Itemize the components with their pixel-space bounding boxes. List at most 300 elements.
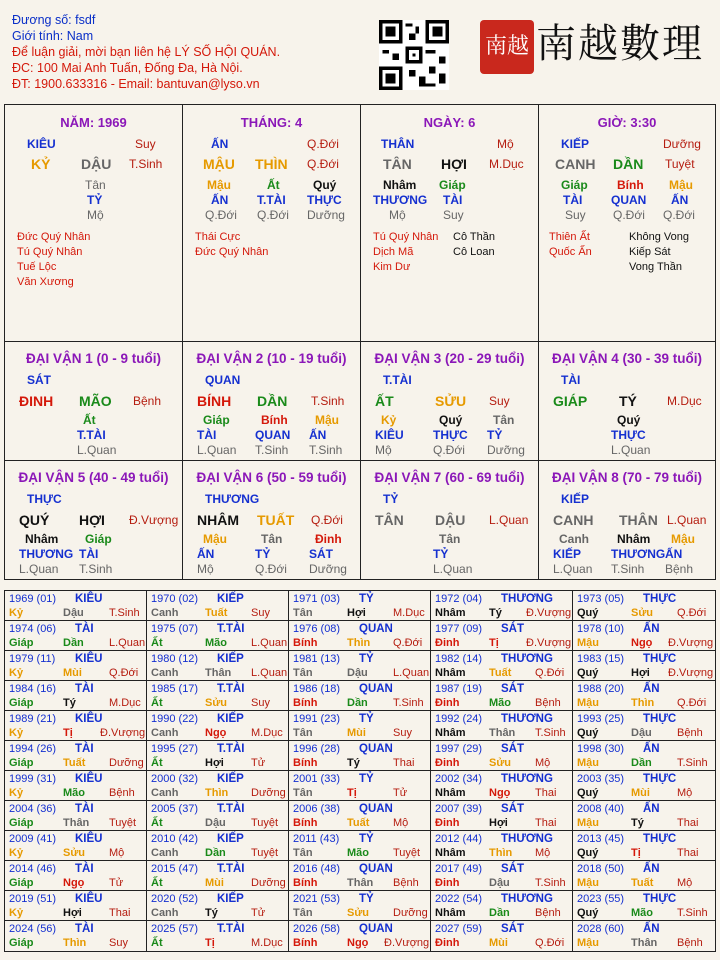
pillar-title: NGÀY: 6 <box>423 115 476 130</box>
year-chi: Mão <box>489 697 511 709</box>
year-label: 2008 (40) <box>577 803 625 815</box>
year-label: 2025 (57) <box>151 923 199 935</box>
hidden-star: THỰC <box>307 193 342 207</box>
year-chi: Tị <box>631 847 641 859</box>
year-label: 1982 (14) <box>435 653 483 665</box>
year-chi: Thân <box>631 937 658 949</box>
hidden-star: THƯƠNG <box>373 193 428 207</box>
hidden-star: TÀI <box>443 193 463 207</box>
year-star: THƯƠNG <box>501 653 553 665</box>
pillar-chi: HỢI <box>441 156 467 172</box>
dai-van-hidden-star: THƯƠNG <box>611 547 666 561</box>
note: Kim Dư <box>373 261 411 273</box>
dai-van-chi: HỢI <box>79 512 105 528</box>
year-label: 1971 (03) <box>293 593 341 605</box>
year-star: ẤN <box>643 623 660 635</box>
pillar-chi-stage: T.Sinh <box>129 157 163 171</box>
dai-van-hidden-stage: L.Quan <box>77 443 117 457</box>
dai-van-hidden-stage: L.Quan <box>553 562 593 576</box>
year-stage: Dưỡng <box>109 757 144 769</box>
year-label: 2006 (38) <box>293 803 341 815</box>
pillar-chi: DẦN <box>613 156 644 172</box>
pillar-month <box>183 105 361 342</box>
year-stage: Mộ <box>535 757 551 769</box>
year-cell <box>431 711 573 741</box>
year-stage: Dưỡng <box>393 907 428 919</box>
dai-van-hidden-stage: Bệnh <box>665 562 694 576</box>
year-label: 1992 (24) <box>435 713 483 725</box>
year-label: 1988 (20) <box>577 683 625 695</box>
dai-van-star: THỰC <box>27 492 62 506</box>
year-chi: Mùi <box>63 667 82 679</box>
year-can: Kỷ <box>9 847 24 859</box>
year-star: TỶ <box>359 593 374 605</box>
dai-van-title: ĐẠI VẬN 5 (40 - 49 tuổi) <box>18 470 169 485</box>
year-stage: Suy <box>393 727 412 739</box>
pillar-can: CANH <box>555 156 596 172</box>
pillar-star: ẤN <box>211 137 229 151</box>
pillars-grid <box>4 104 716 580</box>
dai-van-hidden-stage: L.Quan <box>19 562 59 576</box>
year-chi: Hợi <box>489 817 508 829</box>
dai-van-stage: Suy <box>489 394 510 408</box>
dai-van-cell <box>361 461 539 580</box>
year-chi: Ngọ <box>205 727 227 739</box>
year-cell <box>5 651 147 681</box>
dai-van-hidden-star: QUAN <box>255 428 291 442</box>
year-star: THƯƠNG <box>501 773 553 785</box>
year-star: TÀI <box>75 923 94 935</box>
year-can: Canh <box>151 787 179 799</box>
year-chi: Tuất <box>63 757 86 769</box>
year-stage: Q.Đới <box>535 937 565 949</box>
year-chi: Tuất <box>347 817 370 829</box>
dai-van-hidden-star: TỶ <box>433 547 449 561</box>
year-chi: Sửu <box>63 847 86 859</box>
year-cell <box>431 891 573 921</box>
contact-phone-email: ĐT: 1900.633316 - Email: bantuvan@lyso.vn <box>12 77 260 91</box>
year-label: 1989 (21) <box>9 713 57 725</box>
year-chi: Dần <box>63 637 84 649</box>
year-can: Quý <box>577 667 599 679</box>
dai-van-stage: L.Quan <box>489 513 529 527</box>
dai-van-hidden-stage: T.Sinh <box>79 562 113 576</box>
dai-van-hidden-star: TÀI <box>197 428 217 442</box>
dai-van-hidden-stem: Mậu <box>671 532 695 546</box>
year-cell <box>431 831 573 861</box>
year-label: 1976 (08) <box>293 623 341 635</box>
year-can: Giáp <box>9 697 34 709</box>
year-label: 2020 (52) <box>151 893 199 905</box>
year-cell <box>431 771 573 801</box>
year-chi: Tý <box>489 607 502 619</box>
year-star: SÁT <box>501 683 524 695</box>
dai-van-hidden-stem: Mậu <box>203 532 227 546</box>
pillar-can: MẬU <box>203 156 235 172</box>
year-stage: Suy <box>251 607 270 619</box>
year-stage: Dưỡng <box>251 877 286 889</box>
year-star: TÀI <box>75 683 94 695</box>
pillar-chi-stage: M.Dục <box>489 157 524 171</box>
year-star: TÀI <box>75 803 94 815</box>
dai-van-hidden-star: SÁT <box>309 547 333 561</box>
year-can: Đinh <box>435 637 460 649</box>
year-label: 2015 (47) <box>151 863 199 875</box>
pillar-chi-stage: Q.Đới <box>307 157 339 171</box>
year-stage: M.Dục <box>251 727 283 739</box>
year-label: 2022 (54) <box>435 893 483 905</box>
year-chi: Tý <box>63 697 76 709</box>
year-cell <box>289 921 431 951</box>
year-star: TỶ <box>359 773 374 785</box>
year-stage: Thai <box>677 817 699 829</box>
year-cell <box>573 891 715 921</box>
year-can: Canh <box>151 847 179 859</box>
year-cell <box>431 621 573 651</box>
year-label: 1993 (25) <box>577 713 625 725</box>
pillar-day <box>361 105 539 342</box>
year-stage: Q.Đới <box>109 667 139 679</box>
pillar-title: GIỜ: 3:30 <box>597 115 657 130</box>
note: Cô Thần <box>453 231 495 243</box>
year-chi: Thìn <box>63 937 87 949</box>
year-star: ẤN <box>643 923 660 935</box>
dai-van-can: QUÝ <box>19 512 50 528</box>
hidden-stem: Quý <box>313 178 337 192</box>
year-cell <box>147 831 289 861</box>
year-stage: Đ.Vượng <box>526 637 572 649</box>
dai-van-chi: SỬU <box>435 393 467 409</box>
year-stage: Thai <box>393 757 415 769</box>
year-can: Quý <box>577 607 599 619</box>
year-chi: Tý <box>205 907 218 919</box>
qr-code-icon[interactable] <box>379 20 449 90</box>
year-star: TÀI <box>75 863 94 875</box>
year-cell <box>573 621 715 651</box>
year-cell <box>573 801 715 831</box>
year-label: 2011 (43) <box>293 833 340 845</box>
dai-van-chi: THÂN <box>619 512 658 528</box>
year-stage: Đ.Vượng <box>668 637 714 649</box>
dai-van-can: CANH <box>553 512 594 528</box>
year-cell <box>289 651 431 681</box>
year-chi: Thìn <box>631 697 655 709</box>
hidden-stage: Mộ <box>87 208 104 222</box>
year-can: Mậu <box>577 877 599 889</box>
dai-van-hidden-stage: Dưỡng <box>309 562 347 576</box>
year-cell <box>573 651 715 681</box>
year-stage: M.Dục <box>109 697 141 709</box>
year-cell <box>5 771 147 801</box>
year-star: SÁT <box>501 863 524 875</box>
year-can: Mậu <box>577 637 599 649</box>
dai-van-stage: Bệnh <box>133 394 162 408</box>
dai-van-title: ĐẠI VẬN 6 (50 - 59 tuổi) <box>196 470 347 485</box>
year-stage: Tuyệt <box>251 847 279 859</box>
year-star: T.TÀI <box>217 683 245 695</box>
year-label: 2021 (53) <box>293 893 341 905</box>
year-can: Canh <box>151 667 179 679</box>
year-label: 1973 (05) <box>577 593 625 605</box>
year-stage: Mộ <box>535 847 551 859</box>
year-can: Tân <box>293 787 313 799</box>
year-stage: Thai <box>535 787 557 799</box>
note: Không Vong <box>629 231 689 243</box>
dai-van-cell <box>361 342 539 461</box>
year-stage: M.Dục <box>393 607 425 619</box>
year-star: ẤN <box>643 863 660 875</box>
year-star: SÁT <box>501 803 524 815</box>
year-cell <box>289 741 431 771</box>
year-cell <box>5 621 147 651</box>
year-can: Kỷ <box>9 787 24 799</box>
year-cell <box>289 591 431 621</box>
dai-van-title: ĐẠI VẬN 8 (70 - 79 tuổi) <box>551 470 703 485</box>
dai-van-hidden-star: TỶ <box>255 547 271 561</box>
year-cell <box>5 741 147 771</box>
year-stage: T.Sinh <box>535 727 566 739</box>
year-chi: Hợi <box>347 607 366 619</box>
year-cell <box>431 801 573 831</box>
year-can: Đinh <box>435 757 460 769</box>
year-label: 2016 (48) <box>293 863 341 875</box>
year-star: THƯƠNG <box>501 893 553 905</box>
year-can: Nhâm <box>435 667 466 679</box>
hidden-star: TỶ <box>87 193 103 207</box>
year-can: Mậu <box>577 697 599 709</box>
year-can: Mậu <box>577 757 599 769</box>
year-label: 2013 (45) <box>577 833 625 845</box>
year-chi: Mùi <box>631 787 650 799</box>
year-label: 2007 (39) <box>435 803 483 815</box>
year-star: T.TÀI <box>217 803 245 815</box>
year-star: QUAN <box>359 683 393 695</box>
year-cell <box>147 771 289 801</box>
year-chi: Dần <box>631 757 652 769</box>
dai-van-hidden-stem: Giáp <box>85 532 112 546</box>
year-stage: Thai <box>535 817 557 829</box>
dai-van-star: T.TÀI <box>383 373 412 387</box>
dai-van-cell <box>183 342 361 461</box>
year-chi: Thìn <box>489 847 513 859</box>
year-stage: Thai <box>109 907 131 919</box>
year-stage: T.Sinh <box>677 757 708 769</box>
year-stage: Tuyệt <box>251 817 279 829</box>
year-can: Giáp <box>9 637 34 649</box>
year-label: 1987 (19) <box>435 683 483 695</box>
dai-van-hidden-stage: Q.Đới <box>255 562 287 576</box>
dai-van-can: ẤT <box>375 393 394 409</box>
year-stage: L.Quan <box>393 667 430 679</box>
dai-van-can: BÍNH <box>197 393 232 409</box>
year-cell <box>289 891 431 921</box>
hidden-star: ẤN <box>211 193 229 207</box>
year-label: 1991 (23) <box>293 713 341 725</box>
year-can: Ất <box>151 817 163 829</box>
hidden-stage: Q.Đới <box>613 208 645 222</box>
pillar-star: KIẾP <box>561 137 590 151</box>
year-star: THƯƠNG <box>501 713 553 725</box>
header-info <box>12 12 280 92</box>
year-can: Giáp <box>9 937 34 949</box>
year-label: 2026 (58) <box>293 923 341 935</box>
year-star: KIẾP <box>217 713 244 725</box>
year-star: SÁT <box>501 623 524 635</box>
dai-van-chi: DẦN <box>257 393 288 409</box>
year-cell <box>289 681 431 711</box>
year-label: 2023 (55) <box>577 893 625 905</box>
year-star: ẤN <box>643 803 660 815</box>
hidden-stage: Suy <box>443 208 464 222</box>
dai-van-hidden-stage: T.Sinh <box>255 443 289 457</box>
year-chi: Dậu <box>63 607 84 619</box>
year-cell <box>147 741 289 771</box>
year-cell <box>573 681 715 711</box>
year-can: Bính <box>293 877 318 889</box>
year-can: Ất <box>151 697 163 709</box>
year-stage: T.Sinh <box>109 607 140 619</box>
year-cell <box>5 921 147 951</box>
hidden-stage: Q.Đới <box>205 208 237 222</box>
year-star: TỶ <box>359 713 374 725</box>
year-label: 1972 (04) <box>435 593 483 605</box>
note: Kiếp Sát <box>629 246 671 258</box>
year-stage: Tử <box>109 877 124 889</box>
pillar-can: KỶ <box>31 156 51 172</box>
year-label: 2019 (51) <box>9 893 57 905</box>
dai-van-title: ĐẠI VẬN 3 (20 - 29 tuổi) <box>374 351 525 366</box>
year-can: Tân <box>293 727 313 739</box>
year-stage: Đ.Vượng <box>668 667 714 679</box>
pillar-year <box>5 105 183 342</box>
year-label: 2027 (59) <box>435 923 483 935</box>
dai-van-title: ĐẠI VẬN 1 (0 - 9 tuổi) <box>25 351 161 366</box>
pillar-hour <box>539 105 715 342</box>
year-cell <box>289 861 431 891</box>
pillar-title: THÁNG: 4 <box>240 115 303 130</box>
note: Đức Quý Nhân <box>17 231 91 243</box>
dai-van-title: ĐẠI VẬN 2 (10 - 19 tuổi) <box>196 351 347 366</box>
year-cell <box>5 831 147 861</box>
note: Vong Thần <box>629 261 683 273</box>
hidden-stem: Mậu <box>207 178 231 192</box>
year-label: 1994 (26) <box>9 743 57 755</box>
year-star: QUAN <box>359 803 393 815</box>
year-cell <box>431 681 573 711</box>
dai-van-hidden-star: ẤN <box>665 547 683 561</box>
year-chi: Mùi <box>489 937 508 949</box>
year-chi: Thìn <box>205 787 229 799</box>
year-can: Đinh <box>435 817 460 829</box>
year-stage: Mộ <box>677 877 693 889</box>
year-label: 1979 (11) <box>9 653 56 665</box>
year-cell <box>147 711 289 741</box>
dai-van-hidden-stem: Ất <box>83 413 96 427</box>
year-cell <box>431 861 573 891</box>
year-star: ẤN <box>643 683 660 695</box>
year-label: 2004 (36) <box>9 803 57 815</box>
dai-van-hidden-stem: Quý <box>439 413 463 427</box>
year-stage: Suy <box>251 697 270 709</box>
year-stage: Bệnh <box>677 727 703 739</box>
yearly-table <box>4 590 716 952</box>
hidden-stage: Dưỡng <box>307 208 345 222</box>
year-stage: T.Sinh <box>677 907 708 919</box>
year-label: 1980 (12) <box>151 653 199 665</box>
year-chi: Thân <box>347 877 374 889</box>
dai-van-cell <box>5 461 183 580</box>
year-chi: Tị <box>63 727 73 739</box>
year-star: KIẾP <box>217 653 244 665</box>
year-star: QUAN <box>359 923 393 935</box>
dai-van-star: TỶ <box>383 492 399 506</box>
year-cell <box>5 711 147 741</box>
year-stage: Bệnh <box>393 877 419 889</box>
year-can: Quý <box>577 907 599 919</box>
year-star: THƯƠNG <box>501 833 553 845</box>
year-label: 1981 (13) <box>293 653 341 665</box>
year-stage: Bệnh <box>535 697 561 709</box>
year-label: 1984 (16) <box>9 683 57 695</box>
year-star: TỶ <box>359 833 374 845</box>
pillar-chi-stage: Tuyệt <box>665 157 695 171</box>
year-chi: Dậu <box>631 727 652 739</box>
year-can: Ất <box>151 757 163 769</box>
dai-van-hidden-star: THỰC <box>433 428 468 442</box>
pillar-chi: DẬU <box>81 156 112 172</box>
year-chi: Thân <box>63 817 90 829</box>
pillar-can: TÂN <box>383 156 412 172</box>
pillar-stage: Dưỡng <box>663 137 701 151</box>
year-star: TỶ <box>359 893 374 905</box>
contact-message: Để luận giải, mời bạn liên hệ LÝ SỐ HỘI QUÁN. <box>12 45 281 59</box>
year-can: Quý <box>577 787 599 799</box>
year-stage: Mộ <box>109 847 125 859</box>
year-stage: L.Quan <box>109 637 146 649</box>
dai-van-hidden-stem: Quý <box>617 413 641 427</box>
year-star: KIÊU <box>75 773 103 785</box>
year-star: THỰC <box>643 773 677 785</box>
year-can: Kỷ <box>9 907 24 919</box>
year-can: Bính <box>293 757 318 769</box>
dai-van-chi: DẬU <box>435 512 466 528</box>
gender-label: Giới tính: <box>12 29 64 43</box>
year-label: 2017 (49) <box>435 863 483 875</box>
year-label: 2028 (60) <box>577 923 625 935</box>
dai-van-stage: M.Dục <box>667 394 702 408</box>
dai-van-star: QUAN <box>205 373 241 387</box>
year-chi: Tý <box>631 817 644 829</box>
year-star: T.TÀI <box>217 623 245 635</box>
year-chi: Hợi <box>63 907 82 919</box>
dai-van-cell <box>539 342 715 461</box>
note: Tú Quý Nhân <box>17 246 83 258</box>
dai-van-title: ĐẠI VẬN 7 (60 - 69 tuổi) <box>374 470 525 485</box>
year-label: 1995 (27) <box>151 743 199 755</box>
note: Tú Quý Nhân <box>373 231 439 243</box>
year-star: TÀI <box>75 623 94 635</box>
year-can: Canh <box>151 907 179 919</box>
dai-van-hidden-stem: Canh <box>559 532 589 546</box>
year-cell <box>573 861 715 891</box>
note: Đức Quý Nhân <box>195 246 269 258</box>
year-star: KIÊU <box>75 833 103 845</box>
year-cell <box>5 801 147 831</box>
year-label: 1986 (18) <box>293 683 341 695</box>
year-stage: Tử <box>251 907 266 919</box>
year-can: Giáp <box>9 877 34 889</box>
year-can: Kỷ <box>9 667 24 679</box>
